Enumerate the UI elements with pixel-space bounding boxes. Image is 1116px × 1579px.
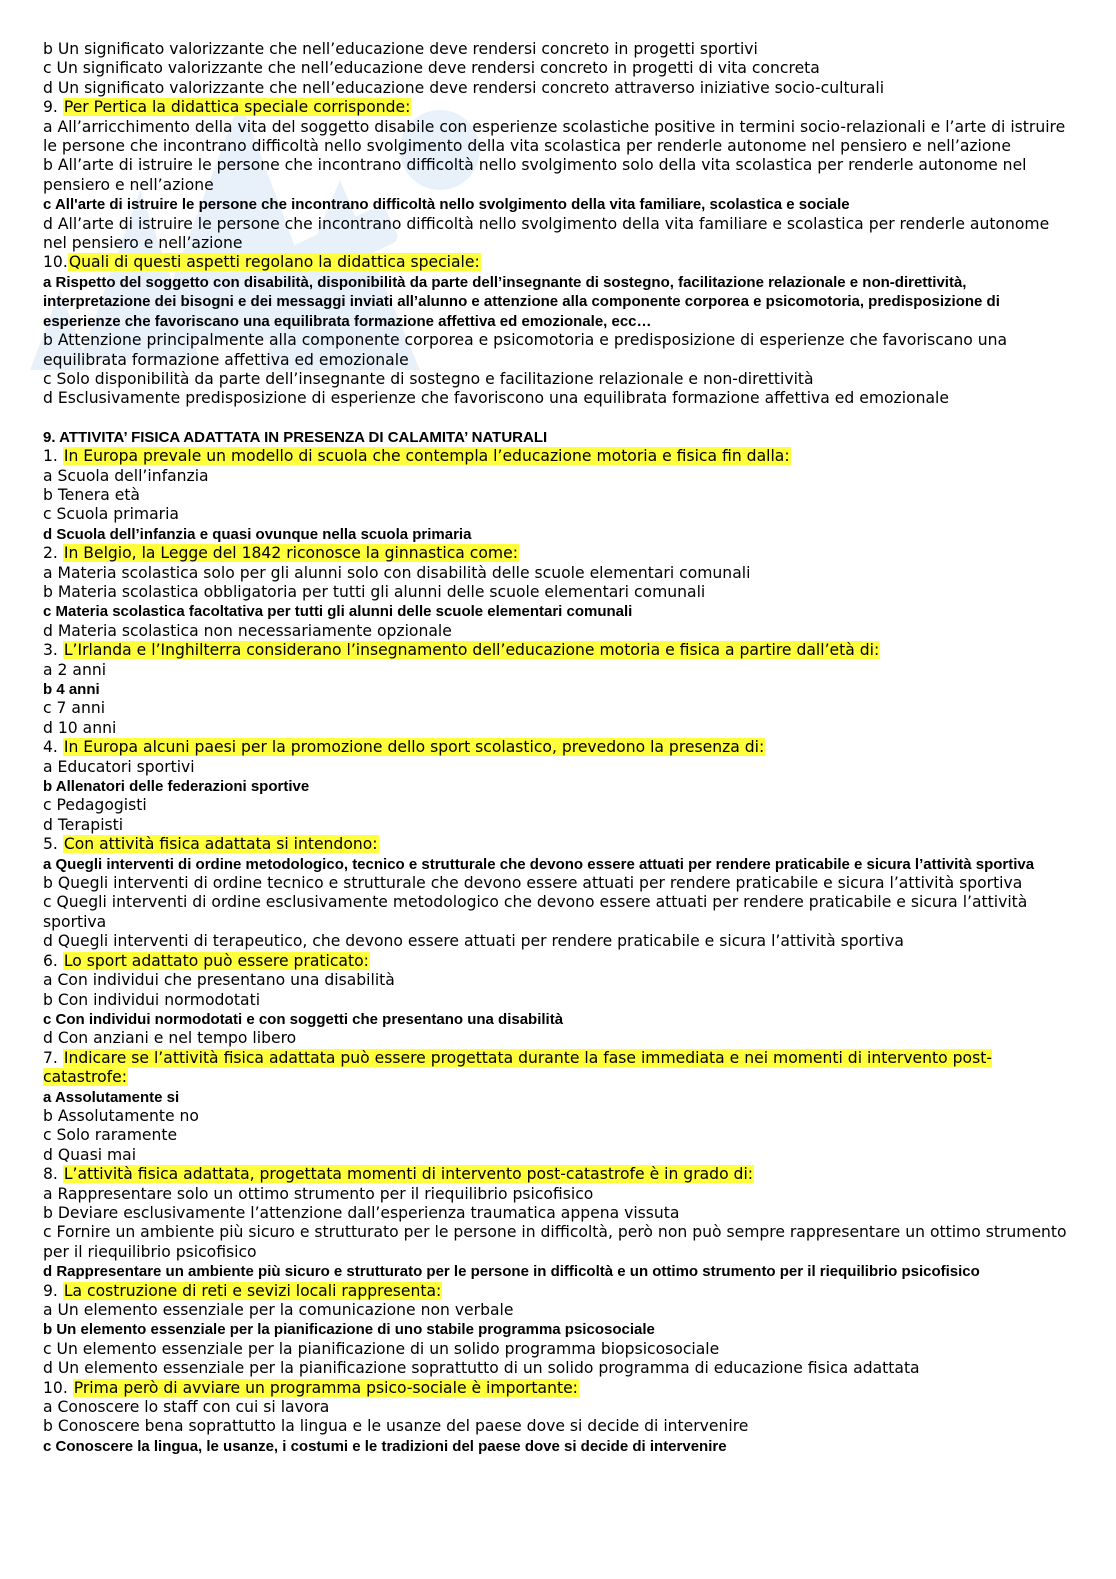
- correct-answer-option: a Rispetto del soggetto con disabilità, disponibilità da parte dell’insegnante di sostegno, facilitazione relazionale e non-direttività, interpretazione dei bisogni e dei messaggi inviati all’alunno e attenzione alla componente corporea e psicomotoria, predisposizione di esperienze che favoriscano una equilibrata formazione affettiva ed emozionale, ecc…: [43, 273, 1000, 330]
- answer-option: b Assolutamente no: [43, 1106, 199, 1125]
- answer-option: b Tenera età: [43, 485, 140, 504]
- answer-option: a All’arricchimento della vita del soggetto disabile con esperienze scolastiche positive in termini socio-relazionali e l’arte di istruire le persone che incontrano difficoltà nello svolgimento della vita scolastica per renderle autonome nel pensiero e nell’azione: [43, 117, 1066, 156]
- question-number: 4.: [43, 738, 63, 757]
- answer-option: a Un elemento essenziale per la comunicazione non verbale: [43, 1301, 514, 1319]
- question-number: 7.: [43, 1048, 63, 1067]
- correct-answer-option: c Materia scolastica facoltativa per tutti gli alunni delle scuole elementari comunali: [43, 603, 633, 621]
- question-number: 3.: [43, 641, 63, 660]
- answer-option: b Quegli interventi di ordine tecnico e strutturale che devono essere attuati per rendere praticabile e sicura l’attività sportiva: [43, 874, 1023, 893]
- question-number: 10.: [43, 253, 68, 272]
- answer-options: [43, 118, 1073, 254]
- question-number: 5.: [43, 835, 63, 854]
- answer-option: a Educatori sportivi: [43, 757, 195, 776]
- answer-option: d Quasi mai: [43, 1145, 137, 1164]
- answer-option: c Un elemento essenziale per la pianificazione di un solido programma biopsicosociale: [43, 1339, 720, 1358]
- correct-answer-option: c All'arte di istruire le persone che incontrano difficoltà nello svolgimento della vita familiare, scolastica e sociale: [43, 196, 850, 214]
- answer-option: b Un significato valorizzante che nell’educazione deve rendersi concreto in progetti sportivi: [43, 40, 758, 58]
- question-number: 9.: [43, 1281, 63, 1300]
- answer-options: [43, 1088, 1073, 1166]
- answer-option: c Scuola primaria: [43, 505, 179, 524]
- answer-option: d Materia scolastica non necessariamente opzionale: [43, 621, 452, 640]
- correct-answer-option: d Scuola dell’infanzia e quasi ovunque nella scuola primaria: [43, 525, 472, 543]
- question: [43, 641, 1073, 660]
- answer-options: [43, 1398, 1073, 1456]
- question-text: Per Pertica la didattica speciale corrisponde:: [63, 98, 411, 117]
- question-number: 9.: [43, 98, 58, 117]
- question: [43, 738, 1073, 757]
- question-text: L’attività fisica adattata, progettata momenti di intervento post-catastrofe è in grado di:: [63, 1165, 754, 1184]
- question: [43, 835, 1073, 854]
- answer-options: [43, 855, 1073, 952]
- question-text: In Europa prevale un modello di scuola che contempla l’educazione motoria e fisica fin dalla:: [63, 447, 790, 466]
- answer-options: [43, 273, 1073, 409]
- answer-option: d Con anziani e nel tempo libero: [43, 1029, 297, 1048]
- answer-option: c Fornire un ambiente più sicuro e strutturato per le persone in difficoltà, però non può sempre rappresentare un ottimo strumento per il riequilibrio psicofisico: [43, 1223, 1067, 1261]
- question-text: Con attività fisica adattata si intendono:: [63, 835, 378, 854]
- question: [43, 544, 1073, 563]
- q8-options-tail: [43, 40, 1073, 98]
- question: [43, 1282, 1073, 1301]
- question: [43, 447, 1073, 466]
- answer-option: c Quegli interventi di ordine esclusivamente metodologico che devono essere attuati per rendere praticabile e sicura l’attività sportiva: [43, 893, 1028, 931]
- answer-option: b Materia scolastica obbligatoria per tutti gli alunni delle scuole elementari comunali: [43, 582, 706, 601]
- question: [43, 1049, 1073, 1088]
- question-text: Indicare se l’attività fisica adattata può essere progettata durante la fase immediata e nei momenti di intervento post-catastrofe:: [43, 1048, 992, 1087]
- answer-option: a 2 anni: [43, 660, 107, 679]
- answer-options: [43, 971, 1073, 1049]
- correct-answer-option: b 4 anni: [43, 681, 100, 698]
- answer-option: c Un significato valorizzante che nell’educazione deve rendersi concreto in progetti di vita concreta: [43, 59, 820, 78]
- question-number: 8.: [43, 1165, 63, 1184]
- answer-option: c Solo disponibilità da parte dell’insegnante di sostegno e facilitazione relazionale e non-direttività: [43, 369, 814, 388]
- answer-option: d Un significato valorizzante che nell’educazione deve rendersi concreto attraverso iniziative socio-culturali: [43, 78, 885, 97]
- question: [43, 253, 1073, 272]
- answer-option: d 10 anni: [43, 718, 117, 737]
- question-text: Lo sport adattato può essere praticato:: [63, 951, 369, 970]
- document-body: [43, 40, 1073, 1456]
- answer-option: b Deviare esclusivamente l’attenzione dall’esperienza traumatica appena vissuta: [43, 1203, 680, 1222]
- question-text: La costruzione di reti e sevizi locali rappresenta:: [63, 1281, 442, 1300]
- question-text: In Belgio, la Legge del 1842 riconosce la ginnastica come:: [63, 544, 518, 563]
- answer-options: [43, 661, 1073, 739]
- question-list: [43, 447, 1073, 1456]
- answer-option: a Conoscere lo staff con cui si lavora: [43, 1398, 330, 1417]
- answer-option: d Esclusivamente predisposizione di esperienze che favoriscono una equilibrata formazione affettiva ed emozionale: [43, 389, 949, 408]
- answer-option: a Materia scolastica solo per gli alunni solo con disabilità delle scuole elementari comunali: [43, 563, 751, 582]
- correct-answer-option: a Assolutamente si: [43, 1088, 180, 1106]
- correct-answer-option: c Conoscere la lingua, le usanze, i costumi e le tradizioni del paese dove si decide di intervenire: [43, 1437, 727, 1455]
- question-number: 1.: [43, 447, 63, 466]
- section-heading: 9. ATTIVITA’ FISICA ADATTATA IN PRESENZA DI CALAMITA’ NATURALI: [43, 428, 548, 446]
- answer-options: [43, 1301, 1073, 1379]
- question-number: 2.: [43, 544, 63, 563]
- question: [43, 1379, 1073, 1398]
- answer-options: [43, 758, 1073, 836]
- question-text: L’Irlanda e l’Inghilterra considerano l’insegnamento dell’educazione motoria e fisica a partire dall’età di:: [63, 641, 880, 660]
- answer-option: d All’arte di istruire le persone che incontrano difficoltà nello svolgimento della vita familiare e scolastica per renderle autonome nel pensiero e nell’azione: [43, 214, 1050, 253]
- answer-option: d Un elemento essenziale per la pianificazione soprattutto di un solido programma di educazione fisica adattata: [43, 1359, 920, 1378]
- question: [43, 1165, 1073, 1184]
- question-number: 6.: [43, 951, 63, 970]
- answer-options: [43, 1185, 1073, 1282]
- answer-option: b Con individui normodotati: [43, 990, 261, 1009]
- question-number: 10.: [43, 1378, 73, 1397]
- answer-option: a Scuola dell’infanzia: [43, 466, 209, 485]
- answer-option: c 7 anni: [43, 699, 106, 718]
- answer-option: b All’arte di istruire le persone che incontrano difficoltà nello svolgimento solo della vita scolastica per renderle autonome nel pensiero e nell’azione: [43, 156, 1027, 194]
- answer-option: d Terapisti: [43, 815, 124, 834]
- correct-answer-option: a Quegli interventi di ordine metodologico, tecnico e strutturale che devono essere attuati per rendere praticabile e sicura l’attività sportiva: [43, 855, 1035, 873]
- question-text: Quali di questi aspetti regolano la didattica speciale:: [68, 253, 480, 272]
- answer-option: d Quegli interventi di terapeutico, che devono essere attuati per rendere praticabile e sicura l’attività sportiva: [43, 932, 904, 951]
- correct-answer-option: c Con individui normodotati e con soggetti che presentano una disabilità: [43, 1010, 564, 1028]
- question-text: In Europa alcuni paesi per la promozione dello sport scolastico, prevedono la presenza di:: [63, 738, 765, 757]
- correct-answer-option: b Allenatori delle federazioni sportive: [43, 778, 310, 796]
- answer-option: a Con individui che presentano una disabilità: [43, 971, 395, 990]
- correct-answer-option: d Rappresentare un ambiente più sicuro e strutturato per le persone in difficoltà e un ottimo strumento per il riequilibrio psicofisico: [43, 1263, 980, 1281]
- question: [43, 98, 1073, 117]
- question-text: Prima però di avviare un programma psico-sociale è importante:: [73, 1378, 578, 1397]
- answer-options: [43, 564, 1073, 642]
- answer-option: b Conoscere bena soprattutto la lingua e le usanze del paese dove si decide di intervenire: [43, 1417, 749, 1436]
- answer-option: a Rappresentare solo un ottimo strumento per il riequilibrio psicofisico: [43, 1184, 594, 1203]
- correct-answer-option: b Un elemento essenziale per la pianificazione di uno stabile programma psicosociale: [43, 1321, 655, 1339]
- question: [43, 952, 1073, 971]
- answer-option: b Attenzione principalmente alla componente corporea e psicomotoria e predisposizione di esperienze che favoriscano una equilibrata formazione affettiva ed emozionale: [43, 331, 1008, 369]
- answer-option: c Solo raramente: [43, 1126, 178, 1145]
- answer-options: [43, 467, 1073, 545]
- answer-option: c Pedagogisti: [43, 796, 147, 815]
